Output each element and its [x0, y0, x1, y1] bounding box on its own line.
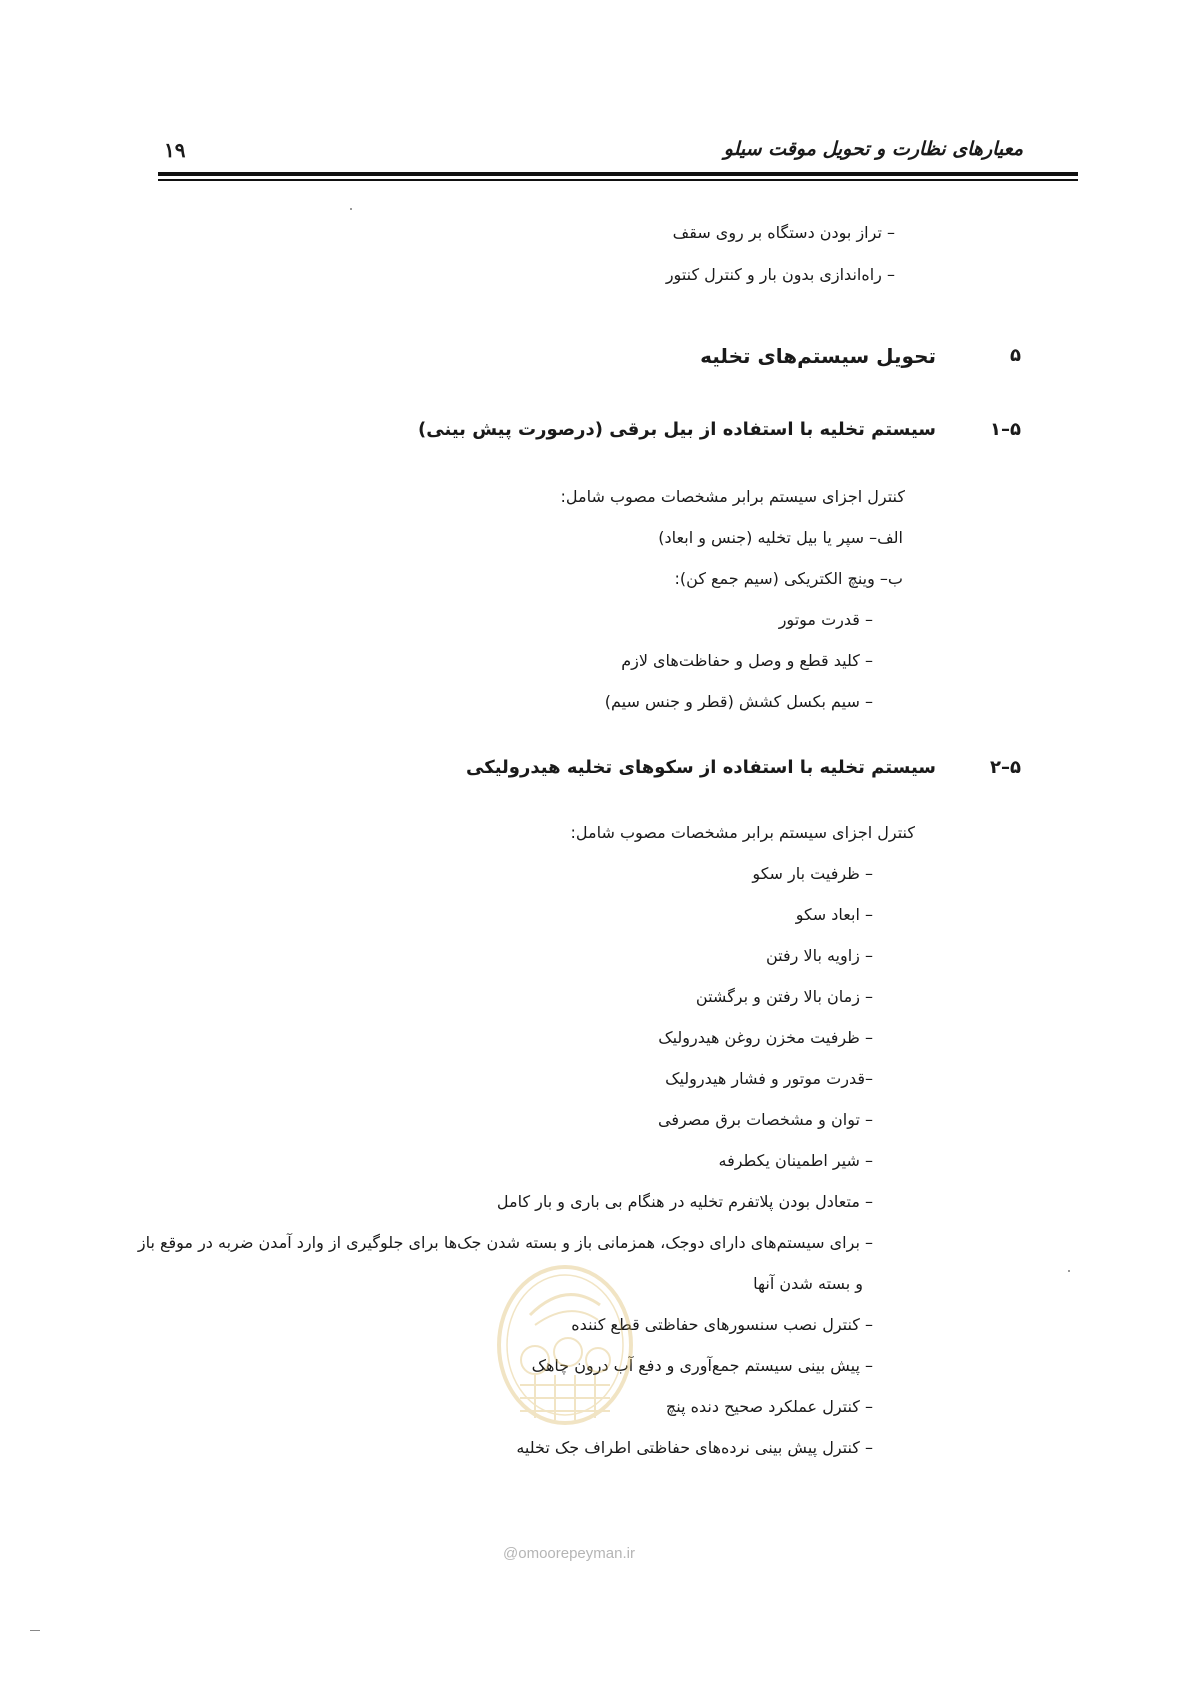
sub-list-item: – سیم بکسل کشش (قطر و جنس سیم) — [604, 692, 873, 711]
paragraph-intro: کنترل اجزای سیستم برابر مشخصات مصوب شامل: — [570, 823, 915, 842]
section-heading: تحویل سیستم‌های تخلیه — [700, 344, 936, 368]
list-item: – کنترل نصب سنسورهای حفاظتی قطع کننده — [571, 1315, 873, 1334]
margin-mark — [30, 1630, 40, 1631]
list-item: – زمان بالا رفتن و برگشتن — [695, 987, 873, 1006]
subsection-number: ۵–۱ — [990, 419, 1021, 440]
list-item: – کنترل عملکرد صحیح دنده پنچ — [665, 1397, 873, 1416]
running-header-title: معیارهای نظارت و تحویل موقت سیلو — [723, 138, 1023, 160]
list-item: – ابعاد سکو — [795, 905, 873, 924]
list-item: – کنترل پیش بینی نرده‌های حفاظتی اطراف جک تخلیه — [516, 1438, 873, 1457]
page-number: ۱۹ — [164, 138, 186, 162]
list-item: – متعادل بودن پلاتفرم تخلیه در هنگام بی باری و بار کامل — [496, 1192, 873, 1211]
list-item: – تراز بودن دستگاه بر روی سقف — [672, 223, 895, 242]
paragraph-intro: کنترل اجزای سیستم برابر مشخصات مصوب شامل: — [560, 487, 905, 506]
list-item-long-continuation: و بسته شدن آنها — [753, 1274, 863, 1293]
section-number: ۵ — [1010, 345, 1021, 366]
header-rule-thick — [158, 172, 1078, 176]
list-item: – راه‌اندازی بدون بار و کنترل کنتور — [665, 265, 895, 284]
subsection-number: ۵–۲ — [990, 757, 1021, 778]
list-item-long: – برای سیستم‌های دارای دوجک، همزمانی باز و بسته شدن جک‌ها برای جلوگیری از وارد آمدن ضربه در موقع باز — [137, 1233, 873, 1252]
list-item: الف– سپر یا بیل تخلیه (جنس و ابعاد) — [658, 528, 903, 547]
list-item: – زاویه بالا رفتن — [765, 946, 873, 965]
list-item: – پیش بینی سیستم جمع‌آوری و دفع آب درون چاهک — [531, 1356, 873, 1375]
list-item: –قدرت موتور و فشار هیدرولیک — [665, 1069, 873, 1088]
subsection-heading: سیستم تخلیه با استفاده از بیل برقی (درصورت پیش بینی) — [418, 419, 936, 440]
watermark-url: @omoorepeyman.ir — [503, 1545, 635, 1562]
list-item: – شیر اطمینان یکطرفه — [718, 1151, 873, 1170]
scan-speck — [1068, 1270, 1070, 1272]
scan-speck — [350, 208, 352, 210]
list-item: – توان و مشخصات برق مصرفی — [657, 1110, 873, 1129]
watermark-seal-icon — [490, 1260, 640, 1430]
list-item: ب– وینچ الکتریکی (سیم جمع کن): — [674, 569, 903, 588]
sub-list-item: – کلید قطع و وصل و حفاظت‌های لازم — [621, 651, 873, 670]
sub-list-item: – قدرت موتور — [778, 610, 873, 629]
subsection-heading: سیستم تخلیه با استفاده از سکوهای تخلیه هیدرولیکی — [466, 757, 936, 778]
list-item: – ظرفیت مخزن روغن هیدرولیک — [658, 1028, 873, 1047]
header-rule-thin — [158, 179, 1078, 181]
list-item: – ظرفیت بار سکو — [752, 864, 873, 883]
